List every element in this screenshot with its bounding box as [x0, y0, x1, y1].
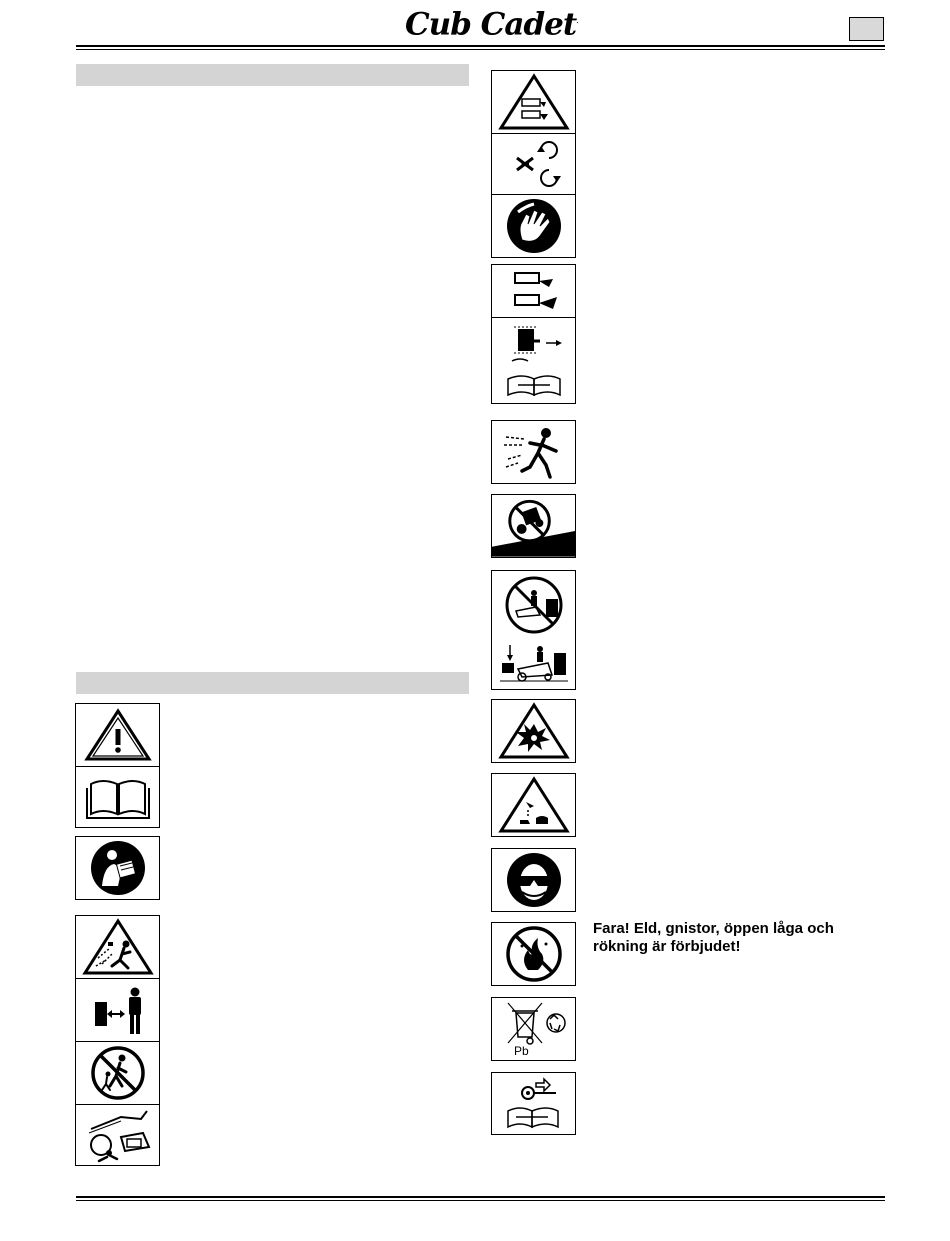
keep-distance-icon	[75, 978, 160, 1042]
slope-tipping-icon	[491, 494, 576, 558]
read-manual-person-icon	[75, 836, 160, 900]
section-bar-2	[76, 672, 469, 694]
read-manual-book-icon	[75, 766, 160, 828]
no-bystanders-icon	[75, 1041, 160, 1105]
battery-disconnect-manual-icon	[491, 317, 576, 404]
brand-logo-mark: .	[576, 16, 578, 25]
brand-logo	[405, 4, 578, 43]
thrown-objects-warning-icon	[75, 915, 160, 979]
no-passengers-icon	[491, 570, 576, 690]
footer-rule	[76, 1196, 885, 1198]
rotating-blades-icon	[491, 133, 576, 195]
footer-rule-thin	[76, 1200, 885, 1201]
svg-text:Pb: Pb	[513, 1044, 529, 1058]
hand-cut-hazard-icon	[491, 194, 576, 258]
warning-triangle-icon	[75, 703, 160, 767]
acid-corrosive-icon	[491, 773, 576, 837]
weee-pb-recycle-icon	[491, 997, 576, 1061]
thrown-objects-person-icon	[491, 420, 576, 484]
fire-warning-text: Fara! Eld, gnistor, öppen låga och rökning är förbjudet!	[593, 920, 834, 955]
brand-logo-text: Cub Cadet	[405, 6, 577, 43]
header-rule-thin	[76, 49, 885, 50]
key-manual-icon	[491, 1072, 576, 1135]
language-box	[849, 17, 884, 41]
section-bar-1	[76, 64, 469, 86]
remove-key-icon	[491, 264, 576, 318]
explosion-hazard-icon	[491, 699, 576, 763]
hand-blade-warning-icon	[491, 70, 576, 134]
eye-protection-icon	[491, 848, 576, 912]
header-rule	[76, 45, 885, 47]
no-fire-icon	[491, 922, 576, 986]
rollover-hazard-icon	[75, 1104, 160, 1166]
